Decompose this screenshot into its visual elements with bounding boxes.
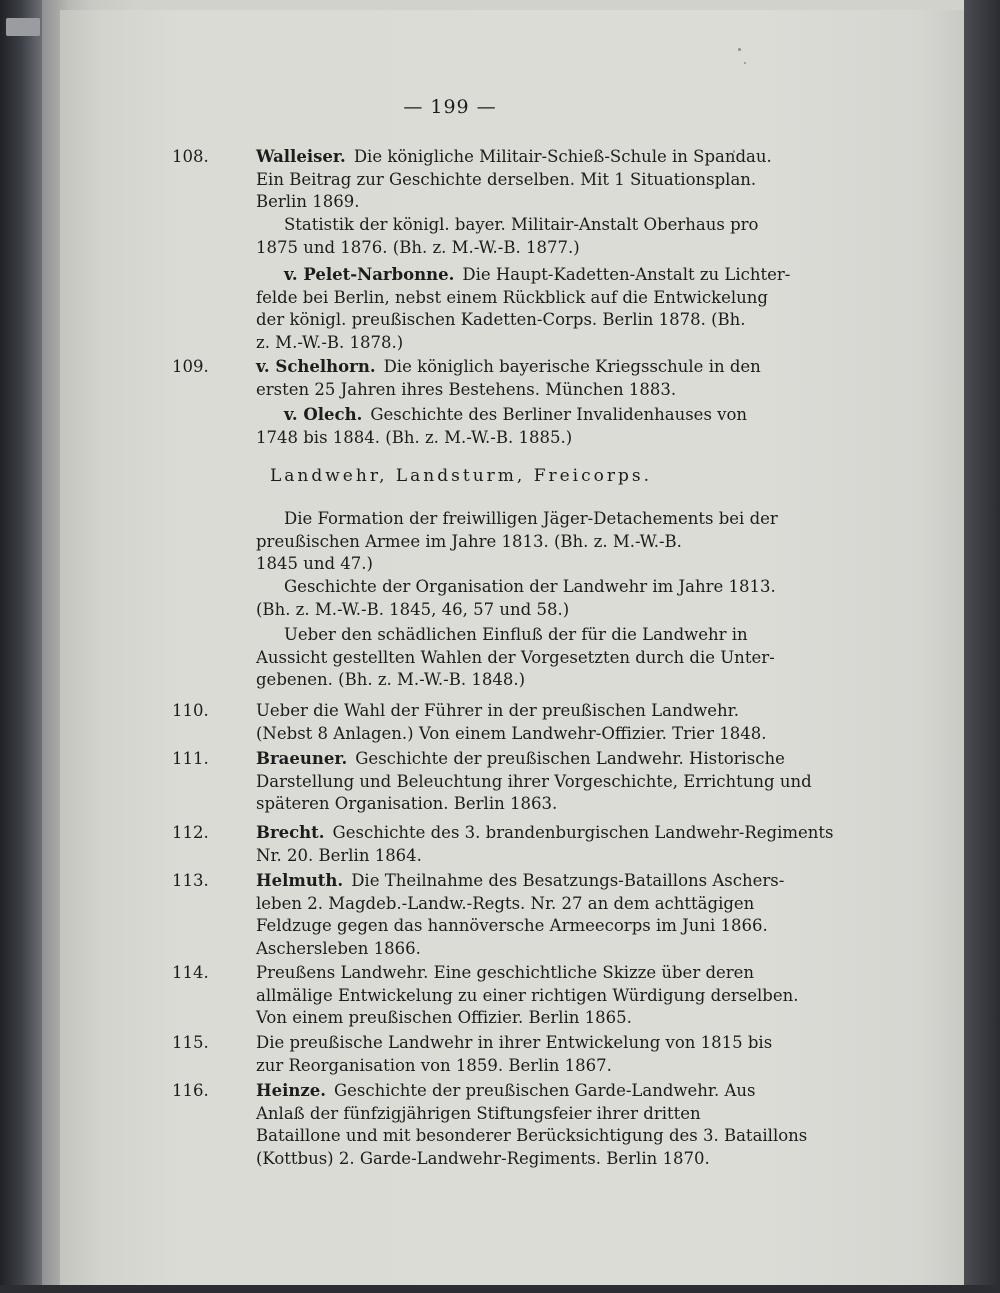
bibliography-entry — [172, 576, 776, 621]
entry-line: 1845 und 47.) — [256, 554, 373, 573]
entry-line: Die Haupt-Kadetten-Anstalt zu Lichter- — [462, 265, 791, 284]
entry-number: 112. — [172, 823, 209, 842]
entry-number: 108. — [172, 147, 209, 166]
entry-author: v. Schelhorn. — [256, 357, 376, 376]
entry-line: allmälige Entwickelung zu einer richtigen Würdigung derselben. — [256, 985, 799, 1005]
entry-line: zur Reorganisation von 1859. Berlin 1867. — [256, 1055, 612, 1075]
bibliography-entry — [172, 962, 799, 1030]
entry-line: Von einem preußischen Offizier. Berlin 1865. — [256, 1008, 632, 1027]
bibliography-entry — [172, 404, 748, 449]
entry-line: Nr. 20. Berlin 1864. — [256, 845, 422, 865]
entry-line: Die preußische Landwehr in ihrer Entwickelung von 1815 bis — [256, 1033, 773, 1052]
entry-line: Geschichte des 3. brandenburgischen Landwehr-Regiments — [332, 823, 834, 842]
entry-author: v. Olech. — [284, 405, 363, 424]
bibliography-entry — [172, 870, 785, 960]
entry-line: Aussicht gestellten Wahlen der Vorgesetzten durch die Unter- — [256, 647, 775, 667]
entry-line: leben 2. Magdeb.-Landw.-Regts. Nr. 27 an dem achttägigen — [256, 893, 755, 913]
entry-line: (Bh. z. M.-W.-B. 1845, 46, 57 und 58.) — [256, 599, 570, 619]
bibliography-entry — [172, 748, 812, 816]
entry-number: 110. — [172, 701, 209, 720]
entry-number: 114. — [172, 963, 209, 982]
bibliography-entry — [172, 624, 775, 692]
entry-line: preußischen Armee im Jahre 1813. (Bh. z. M.-W.-B. — [256, 531, 682, 551]
entry-line: Feldzuge gegen das hannöversche Armeecorps im Juni 1866. — [256, 916, 768, 935]
entry-author: Helmuth. — [256, 871, 344, 890]
entry-number: 113. — [172, 871, 209, 890]
entry-line: Statistik der königl. bayer. Militair-Anstalt Oberhaus pro — [284, 215, 759, 234]
entry-line: Bataillone und mit besonderer Berücksichtigung des 3. Bataillons — [256, 1126, 808, 1145]
entry-line: Geschichte der preußischen Landwehr. Historische — [355, 749, 785, 768]
entry-line: Die königlich bayerische Kriegsschule in den — [383, 357, 761, 376]
entry-line: Geschichte der preußischen Garde-Landwehr. Aus — [333, 1081, 756, 1100]
entry-line: Berlin 1869. — [256, 192, 360, 211]
entry-line: (Nebst 8 Anlagen.) Von einem Landwehr-Offizier. Trier 1848. — [256, 723, 767, 743]
entry-line: Die Theilnahme des Besatzungs-Bataillons Aschers- — [351, 871, 785, 890]
bibliography-entry — [172, 700, 767, 745]
bibliography-entry — [172, 1080, 808, 1170]
entry-line: felde bei Berlin, nebst einem Rückblick auf die Entwickelung — [256, 287, 768, 307]
entry-line: Die königliche Militair-Schieß-Schule in Spandau. — [353, 147, 772, 166]
bibliography-entry — [172, 822, 834, 867]
entry-number: 116. — [172, 1081, 209, 1100]
entry-number: 115. — [172, 1033, 209, 1052]
entry-line: Ueber den schädlichen Einfluß der für die Landwehr in — [284, 625, 748, 644]
entry-line: späteren Organisation. Berlin 1863. — [256, 794, 558, 813]
entry-line: Die Formation der freiwilligen Jäger-Detachements bei der — [284, 509, 778, 528]
section-heading: Landwehr, Landsturm, Freicorps. — [270, 466, 653, 486]
entry-number: 111. — [172, 749, 209, 768]
bibliography-entry — [172, 508, 778, 576]
entry-line: Ueber die Wahl der Führer in der preußischen Landwehr. — [256, 701, 739, 720]
entry-line: gebenen. (Bh. z. M.-W.-B. 1848.) — [256, 670, 526, 689]
entry-author: Braeuner. — [256, 749, 348, 768]
page-number: — 199 — — [403, 96, 497, 118]
entry-line: Geschichte des Berliner Invalidenhauses von — [370, 405, 748, 424]
entry-line: Darstellung und Beleuchtung ihrer Vorgeschichte, Errichtung und — [256, 771, 812, 791]
entry-line: ersten 25 Jahren ihres Bestehens. München 1883. — [256, 379, 677, 399]
entry-line: der königl. preußischen Kadetten-Corps. Berlin 1878. (Bh. — [256, 310, 746, 329]
bibliography-entry — [172, 356, 761, 401]
entry-author: Brecht. — [256, 823, 325, 842]
entry-line: Anlaß der fünfzigjährigen Stiftungsfeier ihrer dritten — [256, 1103, 701, 1123]
entry-number: 109. — [172, 357, 209, 376]
entry-line: Ein Beitrag zur Geschichte derselben. Mit 1 Situationsplan. — [256, 169, 757, 189]
bibliography-entry — [172, 146, 772, 214]
entry-line: 1748 bis 1884. (Bh. z. M.-W.-B. 1885.) — [256, 427, 573, 447]
entry-line: (Kottbus) 2. Garde-Landwehr-Regiments. Berlin 1870. — [256, 1148, 710, 1168]
entry-line: Preußens Landwehr. Eine geschichtliche Skizze über deren — [256, 963, 755, 982]
bibliography-entry — [172, 264, 791, 354]
entry-line: 1875 und 1876. (Bh. z. M.-W.-B. 1877.) — [256, 237, 580, 257]
bibliography-entry — [172, 214, 759, 259]
entry-line: Geschichte der Organisation der Landwehr im Jahre 1813. — [284, 577, 776, 596]
entry-author: Walleiser. — [256, 147, 346, 166]
entry-author: v. Pelet-Narbonne. — [284, 265, 455, 284]
entry-line: Aschersleben 1866. — [256, 938, 421, 958]
entry-line: z. M.-W.-B. 1878.) — [256, 332, 404, 352]
entry-author: Heinze. — [256, 1081, 326, 1100]
bibliography-entry — [172, 1032, 773, 1077]
